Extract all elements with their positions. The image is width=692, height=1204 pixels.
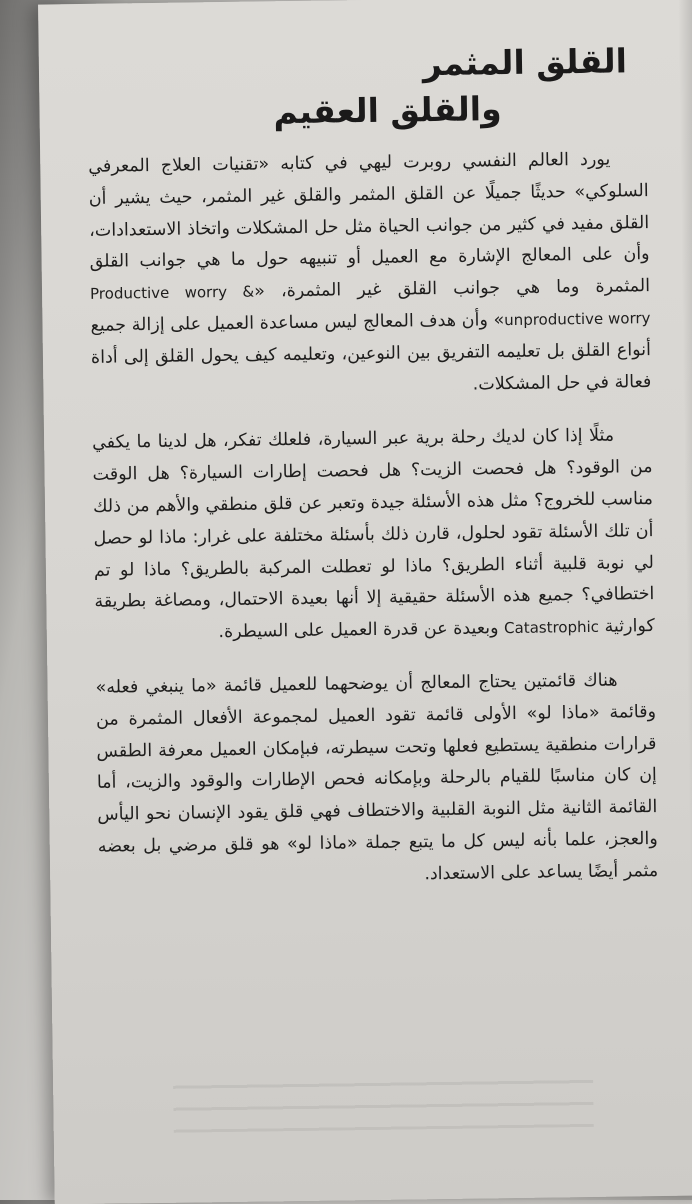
chapter-title — [107, 38, 628, 137]
paragraph-2-text-b: وبعيدة عن قدرة العميل على السيطرة. — [218, 618, 504, 642]
paragraph-1-text-b: » وأن هدف المعالج ليس مساعدة العميل على إزالة جميع أنواع القلق بل تعليمه التفريق بين النوعين، وتعليمه كيف يحول القلق إلى أداة فعالة في حل المشكلات. — [90, 310, 651, 394]
paragraph-2-text-a: مثلًا إذا كان لديك رحلة برية عبر السيارة، فلعلك تفكر، هل لدينا ما يكفي من الوقود؟ هل فحصت الزيت؟ هل فحصت إطارات السيارة؟ هل الوقت مناسب للخروج؟ مثل هذه الأسئلة جيدة وتعبر عن قلق منطقي والأهم من ذلك أن تلك الأسئلة تقود لحلول، قارن ذلك بأسئلة مختلفة على غرار: ماذا لو حصل لي نوبة قلبية أثناء الطريق؟ ماذا لو تعطلت المركبة بالطريق؟ ماذا لو تم اختطافي؟ جميع هذه الأسئلة حقيقية إلا أنها بعيدة الاحتمال، ومصاغة بطريقة كوارثية — [92, 426, 655, 637]
paragraph-3 — [95, 665, 658, 895]
paragraph-1-text-a: يورد العالم النفسي روبرت ليهي في كتابه «تقنيات العلاج المعرفي السلوكي» حديثًا جميلًا عن القلق المثمر والقلق غير المثمر، حيث يشير أن القلق مفيد في كثير من جوانب الحياة مثل حل المشكلات واتخاذ الاستعدادات، وأن على المعالج الإشارة مع العميل أو تنبيهه حول ما هي جوانب القلق المثمرة وما هي جوانب القلق غير المثمرة، « — [88, 150, 650, 302]
paragraph-1-latin-term: Productive worry & unproductive worry — [90, 283, 651, 329]
page-body — [88, 144, 659, 917]
show-through-text — [173, 1067, 594, 1133]
chapter-title-line-1: القلق المثمر — [107, 38, 628, 91]
paragraph-2 — [92, 420, 655, 650]
book-page — [38, 0, 692, 1204]
page-edge-shadow — [678, 0, 692, 1196]
paragraph-3-text-a: هناك قائمتين يحتاج المعالج أن يوضحهما للعميل قائمة «ما ينبغي فعله» وقائمة «ماذا لو» الأولى قائمة تقود العميل لمجموعة الأفعال المثمرة من قرارات منطقية يستطيع فعلها وتحت سيطرته، فبإمكان العميل معرفة الطقس إن كان مناسبًا للقيام بالرحلة وبإمكانه فحص الإطارات والوقود والزيت، أما القائمة الثانية مثل النوبة القلبية والاختطاف فهي قلق يقود الإنسان نحو اليأس والعجز، علما بأنه ليس كل ما يتبع جملة «ماذا لو» هو قلق مرضي بل بعضه مثمر أيضًا يساعد على الاستعداد. — [95, 670, 658, 883]
paragraph-1 — [88, 144, 651, 406]
paragraph-2-latin-term: Catastrophic — [504, 618, 599, 637]
chapter-title-line-2: والقلق العقيم — [107, 84, 628, 137]
